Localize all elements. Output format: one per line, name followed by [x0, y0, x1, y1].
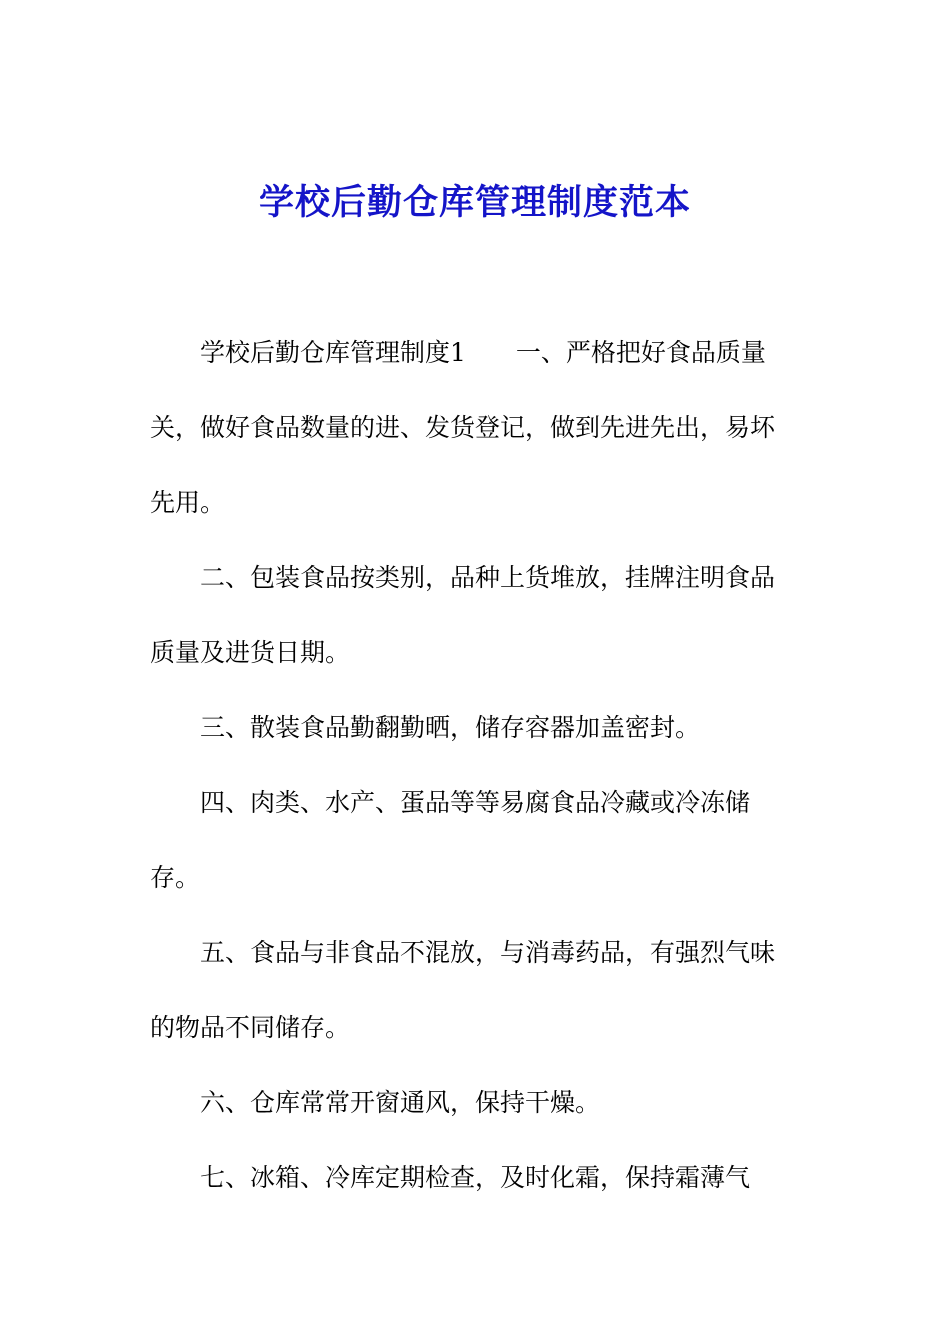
document-title: 学校后勤仓库管理制度范本: [258, 182, 691, 223]
paragraph-6: 六、仓库常常开窗通风，保持干燥。: [200, 1088, 601, 1117]
document-body: [150, 315, 792, 1215]
paragraph-7: 七、冰箱、冷库定期检查，及时化霜，保持霜薄气: [200, 1163, 751, 1192]
paragraph-4: 四、肉类、水产、蛋品等等易腐食品冷藏或冷冻储存。: [150, 788, 751, 892]
paragraph-3: 三、散装食品勤翻勤晒，储存容器加盖密封。: [200, 713, 701, 742]
paragraph-1: 学校后勤仓库管理制度1 一、严格把好食品质量关，做好食品数量的进、发货登记，做到先进先出，易坏先用。: [150, 338, 776, 517]
paragraph-2: 二、包装食品按类别，品种上货堆放，挂牌注明食品质量及进货日期。: [150, 563, 776, 667]
paragraph-5: 五、食品与非食品不混放，与消毒药品，有强烈气味的物品不同储存。: [150, 938, 776, 1042]
